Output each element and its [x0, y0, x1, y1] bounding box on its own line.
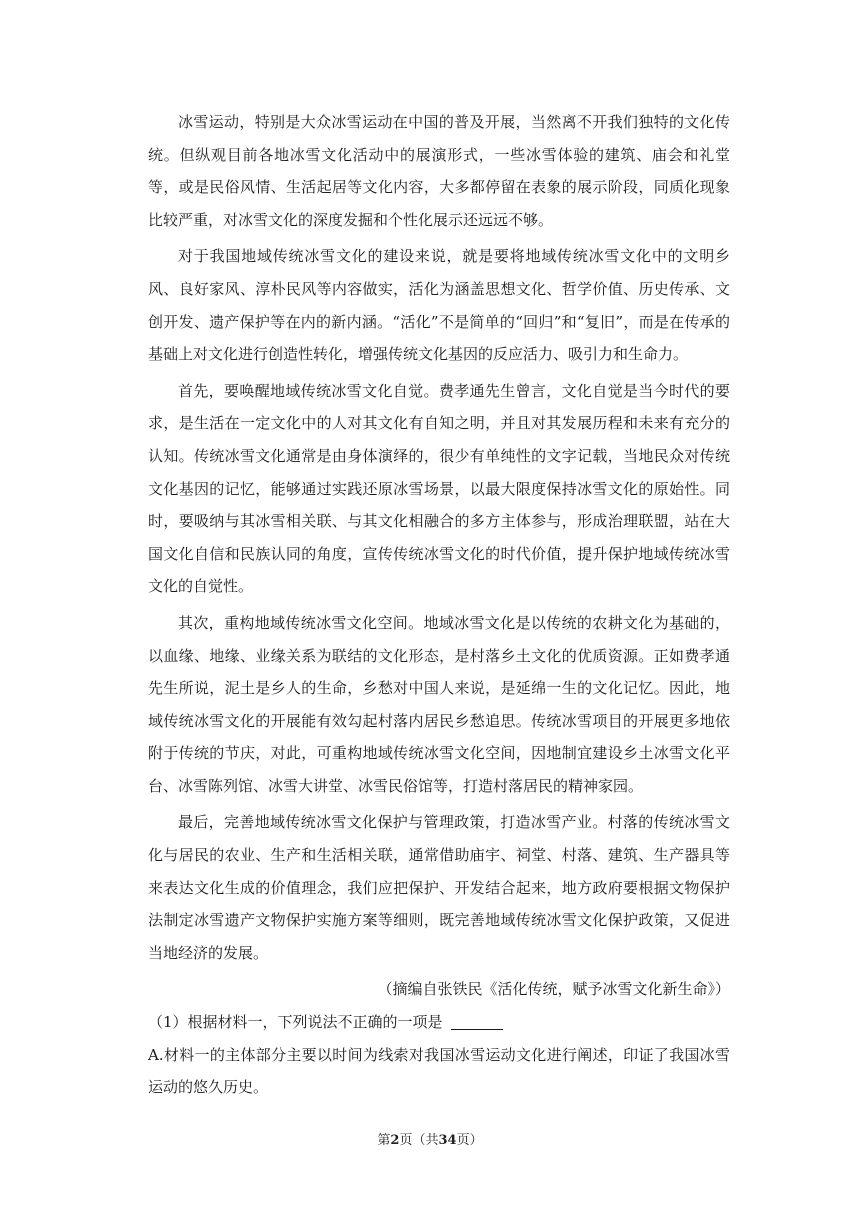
- paragraph-2: 对于我国地域传统冰雪文化的建设来说，就是要将地域传统冰雪文化中的文明乡风、良好家风、淳朴民风等内容做实，活化为涵盖思想文化、哲学价值、历史传承、文创开发、遗产保护等在内的新内涵。“活化”不是简单的“回归”和“复旧”，而是在传承的基础上对文化进行创造性转化，增强传统文化基因的反应活力、吸引力和生命力。: [148, 247, 730, 364]
- footer-prefix: 第: [377, 1133, 391, 1148]
- paragraph-1: 冰雪运动，特别是大众冰雪运动在中国的普及开展，当然离不开我们独特的文化传统。但纵观目前各地冰雪文化活动中的展演形式，一些冰雪体验的建筑、庙会和礼堂等，或是民俗风情、生活起居等文化内容，大多都停留在表象的展示阶段，同质化现象比较严重，对冰雪文化的深度发掘和个性化展示还远远不够。: [148, 113, 730, 229]
- document-body: [148, 106, 730, 1104]
- answer-blank[interactable]: [451, 1013, 503, 1030]
- footer-middle: 页（共: [399, 1133, 439, 1148]
- page-footer: [0, 1132, 860, 1150]
- footer-total-pages: 34: [438, 1133, 457, 1148]
- option-a: A.材料一的主体部分主要以时间为线索对我国冰雪运动文化进行阐述，印证了我国冰雪运动的悠久历史。: [148, 1045, 730, 1097]
- paragraph-5: 最后，完善地域传统冰雪文化保护与管理政策，打造冰雪产业。村落的传统冰雪文化与居民的农业、生产和生活相关联，通常借助庙宇、祠堂、村落、建筑、生产器具等来表达文化生成的价值理念，我们应把保护、开发结合起来，地方政府要根据文物保护法制定冰雪遗产文物保护实施方案等细则，既完善地域传统冰雪文化保护政策，又促进当地经济的发展。: [148, 813, 730, 962]
- question-text: （1）根据材料一，下列说法不正确的一项是: [148, 1013, 443, 1032]
- paragraph-4: 其次，重构地域传统冰雪文化空间。地域冰雪文化是以传统的农耕文化为基础的，以血缘、地缘、业缘关系为联结的文化形态，是村落乡土文化的优质资源。正如费孝通先生所说，泥土是乡人的生命，乡愁对中国人来说，是延绵一生的文化记忆。因此，地域传统冰雪文化的开展能有效勾起村落内居民乡愁追思。传统冰雪项目的开展更多地依附于传统的节庆，对此，可重构地域传统冰雪文化空间，因地制宜建设乡土冰雪文化平台、冰雪陈列馆、冰雪大讲堂、冰雪民俗馆等，打造村落居民的精神家园。: [148, 613, 730, 795]
- footer-page-number: 2: [390, 1133, 400, 1148]
- paragraph-3: 首先，要唤醒地域传统冰雪文化自觉。费孝通先生曾言，文化自觉是当今时代的要求，是生活在一定文化中的人对其文化有自知之明，并且对其发展历程和未来有充分的认知。传统冰雪文化通常是由身体演绎的，很少有单纯性的文字记载，当地民众对传统文化基因的记忆，能够通过实践还原冰雪场景，以最大限度保持冰雪文化的原始性。同时，要吸纳与其冰雪相关联、与其文化相融合的多方主体参与，形成治理联盟，站在大国文化自信和民族认同的角度，宣传传统冰雪文化的时代价值，提升保护地域传统冰雪文化的自觉性。: [148, 381, 730, 596]
- source-citation: （摘编自张铁民《活化传统，赋予冰雪文化新生命》）: [377, 980, 730, 999]
- question-1: [148, 1006, 730, 1039]
- footer-suffix: 页）: [456, 1133, 483, 1148]
